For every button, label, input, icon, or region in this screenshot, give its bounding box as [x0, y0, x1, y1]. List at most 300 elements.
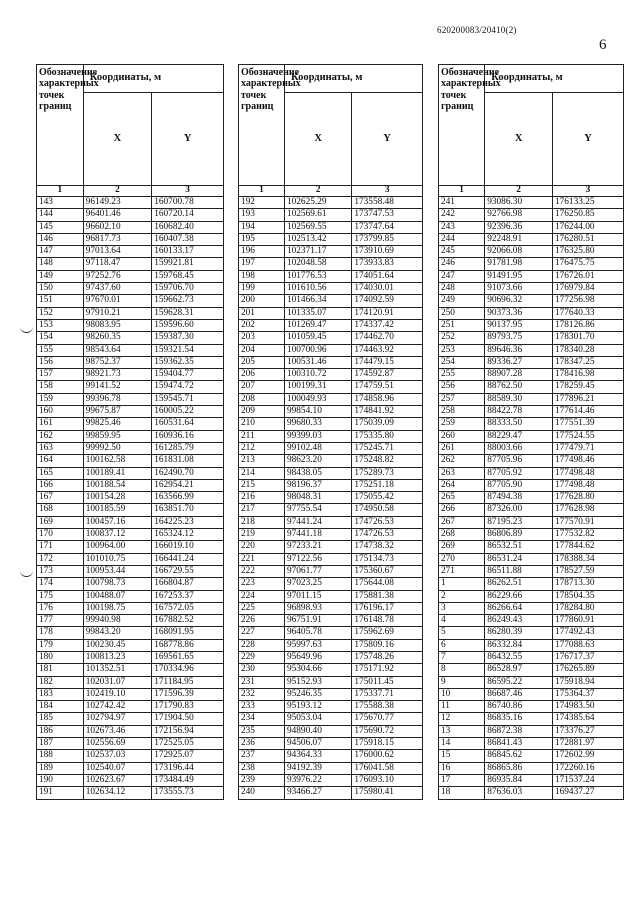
x-coordinate-cell: 88422.78 [485, 406, 553, 418]
point-code-cell: 240 [239, 787, 285, 799]
y-coordinate-cell: 175011.45 [352, 676, 423, 688]
y-coordinate-cell: 176280.51 [552, 233, 623, 245]
point-code-cell: 213 [239, 455, 285, 467]
x-coordinate-cell: 99396.78 [83, 393, 151, 405]
x-coordinate-cell: 94890.40 [284, 725, 351, 737]
table-row [239, 418, 423, 430]
table-row [239, 307, 423, 319]
y-coordinate-cell: 176979.84 [552, 283, 623, 295]
x-coordinate-cell: 94192.39 [284, 762, 351, 774]
x-coordinate-cell: 100488.07 [83, 590, 151, 602]
x-coordinate-cell: 102556.69 [83, 738, 151, 750]
y-coordinate-cell: 173910.69 [352, 246, 423, 258]
y-coordinate-cell: 172881.97 [552, 738, 623, 750]
x-coordinate-cell: 92766.98 [485, 209, 553, 221]
point-code-cell: 9 [439, 676, 485, 688]
y-coordinate-cell: 175364.37 [552, 688, 623, 700]
point-code-cell: 158 [37, 381, 84, 393]
point-code-cell: 12 [439, 713, 485, 725]
table-row [439, 283, 624, 295]
y-coordinate-cell: 159706.70 [152, 283, 224, 295]
point-code-cell: 200 [239, 295, 285, 307]
table-row [37, 246, 224, 258]
point-code-cell: 239 [239, 774, 285, 786]
point-code-cell: 254 [439, 356, 485, 368]
point-code-cell: 11 [439, 701, 485, 713]
x-coordinate-cell: 86935.84 [485, 774, 553, 786]
point-code-cell: 152 [37, 307, 84, 319]
point-code-cell: 196 [239, 246, 285, 258]
y-coordinate-cell: 175134.73 [352, 553, 423, 565]
table-row [439, 590, 624, 602]
x-coordinate-cell: 96817.73 [83, 233, 151, 245]
y-coordinate-cell: 160936.16 [152, 430, 224, 442]
coordinates-table-2 [238, 64, 423, 800]
x-coordinate-cell: 86229.66 [485, 590, 553, 602]
x-coordinate-cell: 100700.96 [284, 344, 351, 356]
point-code-cell: 228 [239, 639, 285, 651]
x-coordinate-cell: 98921.73 [83, 369, 151, 381]
table-row [37, 565, 224, 577]
point-code-cell: 3 [439, 602, 485, 614]
x-coordinate-cell: 95193.12 [284, 701, 351, 713]
point-code-cell: 148 [37, 258, 84, 270]
y-coordinate-cell: 176244.00 [552, 221, 623, 233]
x-coordinate-cell: 89646.36 [485, 344, 553, 356]
y-coordinate-cell: 174726.53 [352, 516, 423, 528]
x-coordinate-cell: 89336.27 [485, 356, 553, 368]
table-row [439, 774, 624, 786]
x-coordinate-cell: 91781.98 [485, 258, 553, 270]
y-coordinate-cell: 167572.05 [152, 602, 224, 614]
point-code-cell: 206 [239, 369, 285, 381]
point-code-cell: 246 [439, 258, 485, 270]
point-code-cell: 189 [37, 762, 84, 774]
x-coordinate-cell: 102673.46 [83, 725, 151, 737]
y-coordinate-cell: 171184.95 [152, 676, 224, 688]
point-code-cell: 241 [439, 197, 485, 209]
point-code-cell: 166 [37, 479, 84, 491]
table-row [439, 529, 624, 541]
x-coordinate-cell: 91491.95 [485, 270, 553, 282]
y-coordinate-cell: 176148.78 [352, 615, 423, 627]
x-coordinate-cell: 95997.63 [284, 639, 351, 651]
table-row [239, 381, 423, 393]
y-coordinate-cell: 175962.69 [352, 627, 423, 639]
table-row [239, 639, 423, 651]
y-coordinate-cell: 167253.37 [152, 590, 224, 602]
x-coordinate-cell: 95152.93 [284, 676, 351, 688]
table-row [37, 307, 224, 319]
y-coordinate-cell: 160133.17 [152, 246, 224, 258]
table-row [37, 283, 224, 295]
y-coordinate-cell: 175918.94 [552, 676, 623, 688]
column-number-1: 1 [37, 186, 84, 197]
point-code-cell: 191 [37, 787, 84, 799]
column-number-1: 1 [439, 186, 485, 197]
table-row [439, 602, 624, 614]
header-x: X [284, 93, 351, 186]
point-code-cell: 251 [439, 319, 485, 331]
x-coordinate-cell: 99141.52 [83, 381, 151, 393]
table-row [439, 639, 624, 651]
table-row [239, 762, 423, 774]
point-code-cell: 267 [439, 516, 485, 528]
point-code-cell: 202 [239, 319, 285, 331]
point-code-cell: 198 [239, 270, 285, 282]
point-code-cell: 161 [37, 418, 84, 430]
x-coordinate-cell: 86280.39 [485, 627, 553, 639]
y-coordinate-cell: 175690.72 [352, 725, 423, 737]
x-coordinate-cell: 88003.66 [485, 442, 553, 454]
x-coordinate-cell: 102537.03 [83, 750, 151, 762]
x-coordinate-cell: 92066.08 [485, 246, 553, 258]
table-row [239, 283, 423, 295]
point-code-cell: 154 [37, 332, 84, 344]
y-coordinate-cell: 173555.73 [152, 787, 224, 799]
y-coordinate-cell: 177640.33 [552, 307, 623, 319]
table-row [239, 258, 423, 270]
y-coordinate-cell: 160682.40 [152, 221, 224, 233]
x-coordinate-cell: 102371.17 [284, 246, 351, 258]
point-code-cell: 262 [439, 455, 485, 467]
point-code-cell: 13 [439, 725, 485, 737]
x-coordinate-cell: 90137.95 [485, 319, 553, 331]
table-row [37, 258, 224, 270]
x-coordinate-cell: 86432.55 [485, 651, 553, 663]
coordinates-table-1 [36, 64, 224, 800]
y-coordinate-cell: 174385.64 [552, 713, 623, 725]
point-code-cell: 156 [37, 356, 84, 368]
point-code-cell: 178 [37, 627, 84, 639]
table-row [439, 393, 624, 405]
x-coordinate-cell: 100189.41 [83, 467, 151, 479]
y-coordinate-cell: 177860.91 [552, 615, 623, 627]
x-coordinate-cell: 86528.97 [485, 664, 553, 676]
x-coordinate-cell: 96405.78 [284, 627, 351, 639]
point-code-cell: 149 [37, 270, 84, 282]
x-coordinate-cell: 87195.23 [485, 516, 553, 528]
table-row [439, 307, 624, 319]
x-coordinate-cell: 86262.51 [485, 578, 553, 590]
table-row [439, 664, 624, 676]
table-row [37, 430, 224, 442]
x-coordinate-cell: 99675.87 [83, 406, 151, 418]
table-row [239, 197, 423, 209]
table-row [439, 651, 624, 663]
table-row [439, 553, 624, 565]
table-row [239, 774, 423, 786]
y-coordinate-cell: 174462.70 [352, 332, 423, 344]
table-row [239, 221, 423, 233]
y-coordinate-cell: 176133.25 [552, 197, 623, 209]
table-row [439, 406, 624, 418]
header-coordinates: Координаты, м [485, 65, 624, 93]
y-coordinate-cell: 174858.96 [352, 393, 423, 405]
point-code-cell: 256 [439, 381, 485, 393]
table-row [239, 553, 423, 565]
x-coordinate-cell: 97011.15 [284, 590, 351, 602]
point-code-cell: 259 [439, 418, 485, 430]
x-coordinate-cell: 93466.27 [284, 787, 351, 799]
table-row [439, 676, 624, 688]
x-coordinate-cell: 100798.73 [83, 578, 151, 590]
point-code-cell: 271 [439, 565, 485, 577]
x-coordinate-cell: 102540.07 [83, 762, 151, 774]
y-coordinate-cell: 175248.82 [352, 455, 423, 467]
y-coordinate-cell: 178301.70 [552, 332, 623, 344]
y-coordinate-cell: 177498.48 [552, 479, 623, 491]
y-coordinate-cell: 171537.24 [552, 774, 623, 786]
point-code-cell: 167 [37, 492, 84, 504]
x-coordinate-cell: 101610.56 [284, 283, 351, 295]
point-code-cell: 258 [439, 406, 485, 418]
y-coordinate-cell: 175644.08 [352, 578, 423, 590]
table-row [239, 738, 423, 750]
y-coordinate-cell: 174479.15 [352, 356, 423, 368]
y-coordinate-cell: 178284.80 [552, 602, 623, 614]
y-coordinate-cell: 177614.46 [552, 406, 623, 418]
point-code-cell: 10 [439, 688, 485, 700]
y-coordinate-cell: 172602.99 [552, 750, 623, 762]
x-coordinate-cell: 97252.76 [83, 270, 151, 282]
point-code-cell: 181 [37, 664, 84, 676]
table-row [37, 467, 224, 479]
x-coordinate-cell: 102623.67 [83, 774, 151, 786]
y-coordinate-cell: 159474.72 [152, 381, 224, 393]
point-code-cell: 232 [239, 688, 285, 700]
x-coordinate-cell: 96751.91 [284, 615, 351, 627]
x-coordinate-cell: 100310.72 [284, 369, 351, 381]
y-coordinate-cell: 168091.95 [152, 627, 224, 639]
column-number-1: 1 [239, 186, 285, 197]
header-coordinates: Координаты, м [83, 65, 223, 93]
point-code-cell: 265 [439, 492, 485, 504]
table-row [37, 651, 224, 663]
table-row [37, 639, 224, 651]
point-code-cell: 187 [37, 738, 84, 750]
x-coordinate-cell: 86865.86 [485, 762, 553, 774]
point-code-cell: 245 [439, 246, 485, 258]
table-row [37, 615, 224, 627]
point-code-cell: 162 [37, 430, 84, 442]
x-coordinate-cell: 97441.24 [284, 516, 351, 528]
x-coordinate-cell: 95304.66 [284, 664, 351, 676]
y-coordinate-cell: 178340.28 [552, 344, 623, 356]
y-coordinate-cell: 160720.14 [152, 209, 224, 221]
x-coordinate-cell: 93976.22 [284, 774, 351, 786]
x-coordinate-cell: 88333.50 [485, 418, 553, 430]
point-code-cell: 151 [37, 295, 84, 307]
y-coordinate-cell: 162954.21 [152, 479, 224, 491]
table-row [239, 590, 423, 602]
x-coordinate-cell: 102569.61 [284, 209, 351, 221]
table-row [439, 319, 624, 331]
x-coordinate-cell: 100230.45 [83, 639, 151, 651]
table-row [239, 356, 423, 368]
y-coordinate-cell: 166019.10 [152, 541, 224, 553]
x-coordinate-cell: 87705.96 [485, 455, 553, 467]
table-row [439, 504, 624, 516]
point-code-cell: 170 [37, 529, 84, 541]
table-row [439, 197, 624, 209]
table-row [37, 676, 224, 688]
table-row [239, 565, 423, 577]
y-coordinate-cell: 174337.42 [352, 319, 423, 331]
x-coordinate-cell: 100953.44 [83, 565, 151, 577]
table-row [239, 750, 423, 762]
y-coordinate-cell: 178126.86 [552, 319, 623, 331]
table-row [239, 455, 423, 467]
point-code-cell: 238 [239, 762, 285, 774]
x-coordinate-cell: 86740.86 [485, 701, 553, 713]
x-coordinate-cell: 93086.30 [485, 197, 553, 209]
point-code-cell: 220 [239, 541, 285, 553]
table-row [439, 295, 624, 307]
x-coordinate-cell: 97122.56 [284, 553, 351, 565]
y-coordinate-cell: 177570.91 [552, 516, 623, 528]
point-code-cell: 7 [439, 651, 485, 663]
point-code-cell: 233 [239, 701, 285, 713]
table-row [37, 393, 224, 405]
x-coordinate-cell: 100154.28 [83, 492, 151, 504]
y-coordinate-cell: 174759.51 [352, 381, 423, 393]
point-code-cell: 185 [37, 713, 84, 725]
table-row [239, 295, 423, 307]
y-coordinate-cell: 177088.63 [552, 639, 623, 651]
point-code-cell: 224 [239, 590, 285, 602]
x-coordinate-cell: 86249.43 [485, 615, 553, 627]
y-coordinate-cell: 171790.83 [152, 701, 224, 713]
point-code-cell: 209 [239, 406, 285, 418]
y-coordinate-cell: 169437.27 [552, 787, 623, 799]
y-coordinate-cell: 175039.09 [352, 418, 423, 430]
point-code-cell: 174 [37, 578, 84, 590]
table-body [37, 197, 224, 800]
x-coordinate-cell: 97023.25 [284, 578, 351, 590]
x-coordinate-cell: 102031.07 [83, 676, 151, 688]
y-coordinate-cell: 174738.32 [352, 541, 423, 553]
table-row [439, 479, 624, 491]
x-coordinate-cell: 96401.46 [83, 209, 151, 221]
table-row [239, 516, 423, 528]
point-code-cell: 235 [239, 725, 285, 737]
y-coordinate-cell: 178259.45 [552, 381, 623, 393]
table-row [239, 541, 423, 553]
point-code-cell: 211 [239, 430, 285, 442]
y-coordinate-cell: 173933.83 [352, 258, 423, 270]
table-row [37, 209, 224, 221]
table-row [439, 565, 624, 577]
point-code-cell: 143 [37, 197, 84, 209]
y-coordinate-cell: 174051.64 [352, 270, 423, 282]
y-coordinate-cell: 173376.27 [552, 725, 623, 737]
table-row [239, 430, 423, 442]
y-coordinate-cell: 175171.92 [352, 664, 423, 676]
x-coordinate-cell: 100813.23 [83, 651, 151, 663]
point-code-cell: 234 [239, 713, 285, 725]
column-number-2: 2 [485, 186, 553, 197]
y-coordinate-cell: 161285.79 [152, 442, 224, 454]
column-number-3: 3 [552, 186, 623, 197]
x-coordinate-cell: 99843.20 [83, 627, 151, 639]
header-y: Y [552, 93, 623, 186]
table-row [439, 418, 624, 430]
point-code-cell: 146 [37, 233, 84, 245]
y-coordinate-cell: 174841.92 [352, 406, 423, 418]
table-row [239, 344, 423, 356]
y-coordinate-cell: 167882.52 [152, 615, 224, 627]
table-row [37, 774, 224, 786]
point-code-cell: 190 [37, 774, 84, 786]
x-coordinate-cell: 100837.12 [83, 529, 151, 541]
table-row [239, 627, 423, 639]
x-coordinate-cell: 99102.48 [284, 442, 351, 454]
margin-mark-2 [20, 570, 33, 577]
table-row [239, 615, 423, 627]
header-coordinates: Координаты, м [284, 65, 422, 93]
y-coordinate-cell: 172156.94 [152, 725, 224, 737]
point-code-cell: 186 [37, 725, 84, 737]
point-code-cell: 214 [239, 467, 285, 479]
table-row [37, 762, 224, 774]
table-row [37, 197, 224, 209]
header-x: X [485, 93, 553, 186]
point-code-cell: 270 [439, 553, 485, 565]
y-coordinate-cell: 177628.98 [552, 504, 623, 516]
point-code-cell: 160 [37, 406, 84, 418]
point-code-cell: 165 [37, 467, 84, 479]
x-coordinate-cell: 97013.64 [83, 246, 151, 258]
x-coordinate-cell: 101269.47 [284, 319, 351, 331]
x-coordinate-cell: 101776.53 [284, 270, 351, 282]
table-row [239, 270, 423, 282]
x-coordinate-cell: 100049.93 [284, 393, 351, 405]
x-coordinate-cell: 97755.54 [284, 504, 351, 516]
y-coordinate-cell: 159387.30 [152, 332, 224, 344]
x-coordinate-cell: 99854.10 [284, 406, 351, 418]
point-code-cell: 253 [439, 344, 485, 356]
x-coordinate-cell: 95649.96 [284, 651, 351, 663]
table-row [239, 233, 423, 245]
x-coordinate-cell: 87494.38 [485, 492, 553, 504]
x-coordinate-cell: 87636.03 [485, 787, 553, 799]
point-code-cell: 207 [239, 381, 285, 393]
y-coordinate-cell: 176475.75 [552, 258, 623, 270]
point-code-cell: 217 [239, 504, 285, 516]
x-coordinate-cell: 100199.31 [284, 381, 351, 393]
x-coordinate-cell: 102048.58 [284, 258, 351, 270]
point-code-cell: 153 [37, 319, 84, 331]
y-coordinate-cell: 173747.53 [352, 209, 423, 221]
y-coordinate-cell: 159921.81 [152, 258, 224, 270]
point-code-cell: 204 [239, 344, 285, 356]
x-coordinate-cell: 92248.91 [485, 233, 553, 245]
x-coordinate-cell: 90373.36 [485, 307, 553, 319]
y-coordinate-cell: 173484.49 [152, 774, 224, 786]
x-coordinate-cell: 101466.34 [284, 295, 351, 307]
point-code-cell: 205 [239, 356, 285, 368]
y-coordinate-cell: 175055.42 [352, 492, 423, 504]
table-row [37, 319, 224, 331]
point-code-cell: 201 [239, 307, 285, 319]
y-coordinate-cell: 160005.22 [152, 406, 224, 418]
y-coordinate-cell: 178388.34 [552, 553, 623, 565]
y-coordinate-cell: 159321.54 [152, 344, 224, 356]
table-row [239, 651, 423, 663]
table-row [239, 664, 423, 676]
header-point-code: Обозначение характерных точек границ [239, 65, 285, 186]
